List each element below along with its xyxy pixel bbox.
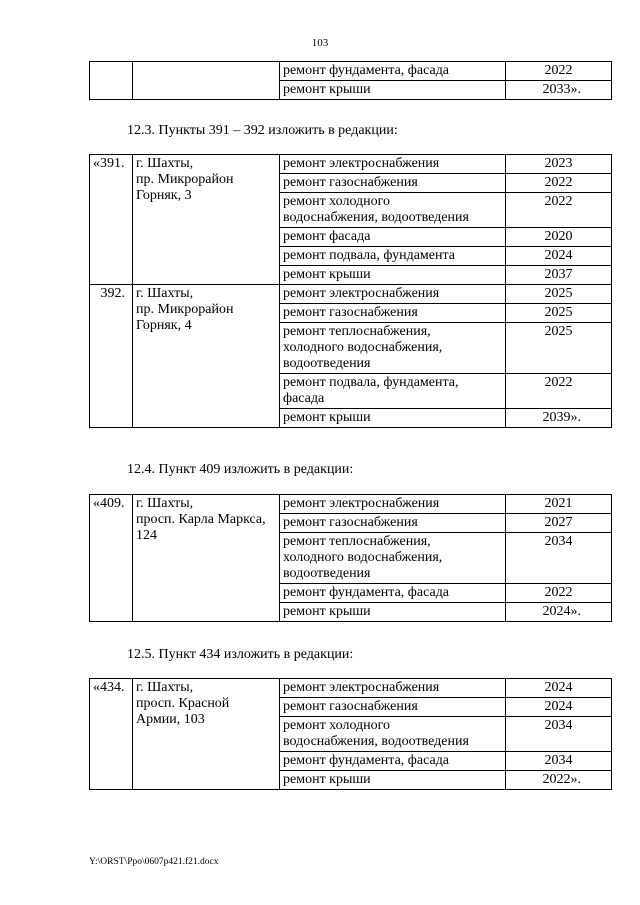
item-address: г. Шахты, просп. Карла Маркса, 124 (133, 495, 280, 622)
page-number: 103 (311, 37, 329, 49)
year-cell: 2024 (506, 679, 612, 698)
year-cell: 2020 (506, 228, 612, 247)
year-cell: 2022 (506, 174, 612, 193)
year-cell: 2034 (506, 752, 612, 771)
table-434 (89, 678, 612, 790)
section-heading-12-5: 12.5. Пункт 434 изложить в редакции: (127, 647, 354, 662)
year-cell: 2024 (506, 247, 612, 266)
work-cell: ремонт фундамента, фасада (280, 584, 506, 603)
work-cell: ремонт крыши (280, 266, 506, 285)
item-number: «409. (90, 495, 133, 622)
number-cell (90, 62, 133, 100)
item-address: г. Шахты, пр. Микрорайон Горняк, 4 (133, 285, 280, 428)
item-address: г. Шахты, пр. Микрорайон Горняк, 3 (133, 155, 280, 285)
year-cell: 2027 (506, 514, 612, 533)
work-cell: ремонт фундамента, фасада (280, 62, 506, 81)
work-cell: ремонт теплоснабжения, холодного водоснабжения, водоотведения (280, 323, 506, 374)
table-409 (89, 494, 612, 622)
year-cell: 2022 (506, 374, 612, 409)
work-cell: ремонт холодного водоснабжения, водоотведения (280, 193, 506, 228)
work-cell: ремонт газоснабжения (280, 174, 506, 193)
work-cell: ремонт крыши (280, 603, 506, 622)
year-cell: 2025 (506, 304, 612, 323)
work-cell: ремонт крыши (280, 409, 506, 428)
work-cell: ремонт холодного водоснабжения, водоотведения (280, 717, 506, 752)
work-cell: ремонт фундамента, фасада (280, 752, 506, 771)
table-row (90, 679, 612, 698)
work-cell: ремонт теплоснабжения, холодного водоснабжения, водоотведения (280, 533, 506, 584)
item-number: «434. (90, 679, 133, 790)
footer-file-path: Y:\ORST\Ppo\0607p421.f21.docx (89, 857, 219, 867)
table-391-392 (89, 154, 612, 428)
work-cell: ремонт газоснабжения (280, 514, 506, 533)
year-cell: 2039». (506, 409, 612, 428)
table-row (90, 495, 612, 514)
year-cell: 2023 (506, 155, 612, 174)
address-cell (133, 62, 280, 100)
work-cell: ремонт подвала, фундамента, фасада (280, 374, 506, 409)
work-cell: ремонт газоснабжения (280, 698, 506, 717)
table-row (90, 155, 612, 174)
year-cell: 2034 (506, 717, 612, 752)
year-cell: 2022». (506, 771, 612, 790)
year-cell: 2037 (506, 266, 612, 285)
year-cell: 2033». (506, 81, 612, 100)
section-heading-12-4: 12.4. Пункт 409 изложить в редакции: (127, 462, 354, 477)
work-cell: ремонт электроснабжения (280, 155, 506, 174)
work-cell: ремонт электроснабжения (280, 679, 506, 698)
year-cell: 2022 (506, 193, 612, 228)
year-cell: 2034 (506, 533, 612, 584)
item-number: 392. (90, 285, 133, 428)
item-address: г. Шахты, просп. Красной Армии, 103 (133, 679, 280, 790)
item-number: «391. (90, 155, 133, 285)
year-cell: 2025 (506, 323, 612, 374)
work-cell: ремонт крыши (280, 81, 506, 100)
year-cell: 2024 (506, 698, 612, 717)
work-cell: ремонт электроснабжения (280, 285, 506, 304)
work-cell: ремонт подвала, фундамента (280, 247, 506, 266)
section-heading-12-3: 12.3. Пункты 391 – 392 изложить в редакции: (127, 123, 398, 138)
year-cell: 2022 (506, 584, 612, 603)
year-cell: 2025 (506, 285, 612, 304)
work-cell: ремонт крыши (280, 771, 506, 790)
table-continuation (89, 61, 612, 100)
year-cell: 2021 (506, 495, 612, 514)
work-cell: ремонт фасада (280, 228, 506, 247)
year-cell: 2024». (506, 603, 612, 622)
table-row (90, 62, 612, 81)
table-row (90, 285, 612, 304)
work-cell: ремонт электроснабжения (280, 495, 506, 514)
work-cell: ремонт газоснабжения (280, 304, 506, 323)
year-cell: 2022 (506, 62, 612, 81)
